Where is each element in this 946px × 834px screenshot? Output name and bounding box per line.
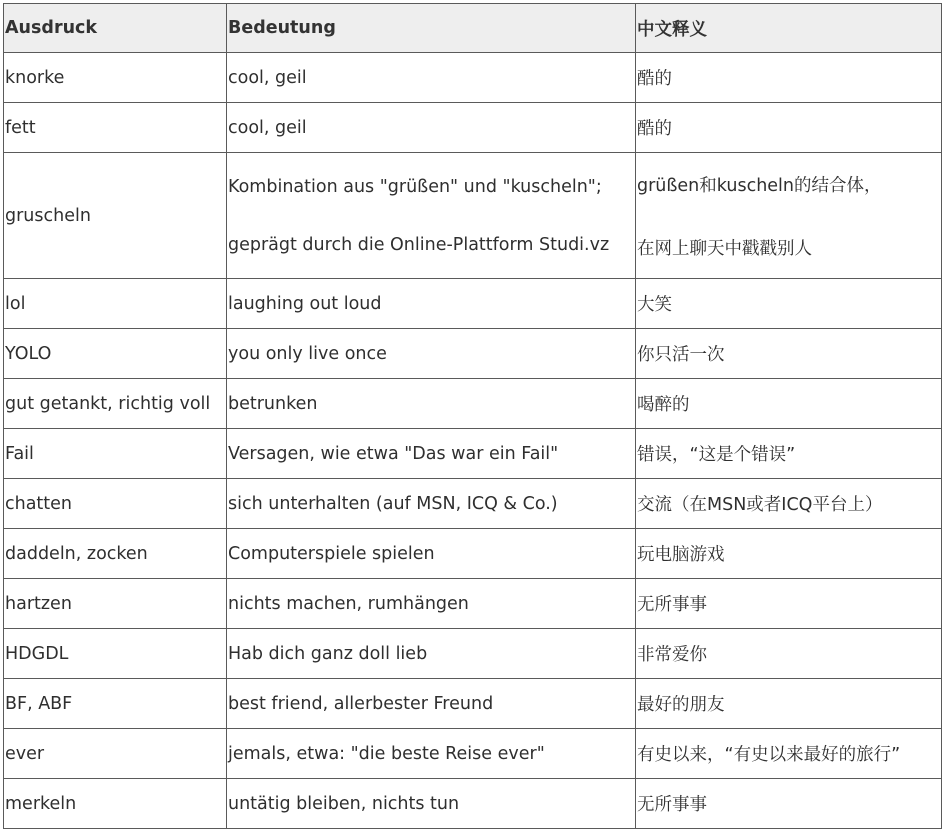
- table-row: [4, 579, 942, 629]
- header-chinese: 中文释义: [636, 4, 942, 53]
- chinese-line: 你只活一次: [637, 345, 725, 365]
- table-row: [4, 479, 942, 529]
- chinese-line: 无所事事: [637, 595, 707, 615]
- chinese-cell: [636, 579, 942, 629]
- chinese-cell: [636, 153, 942, 279]
- term-cell: lol: [4, 279, 227, 329]
- meaning-cell: [227, 729, 636, 779]
- chinese-cell: [636, 779, 942, 829]
- meaning-cell: [227, 629, 636, 679]
- vocabulary-table: [3, 3, 942, 829]
- meaning-cell: [227, 379, 636, 429]
- meaning-line: jemals, etwa: "die beste Reise ever": [228, 743, 545, 764]
- chinese-cell: [636, 479, 942, 529]
- term-cell: daddeln, zocken: [4, 529, 227, 579]
- meaning-line: betrunken: [228, 393, 318, 414]
- chinese-cell: [636, 629, 942, 679]
- meaning-cell: [227, 103, 636, 153]
- meaning-line: laughing out loud: [228, 293, 382, 314]
- table-row: [4, 679, 942, 729]
- term-cell: gruscheln: [4, 153, 227, 279]
- chinese-line: 酷的: [637, 69, 672, 89]
- chinese-line: 错误，“这是个错误”: [637, 445, 796, 465]
- meaning-cell: [227, 479, 636, 529]
- table-row: [4, 629, 942, 679]
- meaning-line: Computerspiele spielen: [228, 543, 435, 564]
- table-row: [4, 429, 942, 479]
- meaning-line: you only live once: [228, 343, 387, 364]
- chinese-cell: [636, 379, 942, 429]
- chinese-cell: [636, 679, 942, 729]
- table-row: [4, 779, 942, 829]
- meaning-line: Kombination aus "grüßen" und "kuscheln";: [228, 176, 602, 197]
- chinese-line: 酷的: [637, 119, 672, 139]
- chinese-cell: [636, 279, 942, 329]
- header-ausdruck: Ausdruck: [4, 4, 227, 53]
- meaning-cell: [227, 153, 636, 279]
- meaning-cell: [227, 779, 636, 829]
- vocabulary-table-container: [3, 3, 942, 829]
- term-cell: ever: [4, 729, 227, 779]
- meaning-cell: [227, 679, 636, 729]
- table-row: [4, 729, 942, 779]
- term-cell: knorke: [4, 53, 227, 103]
- term-cell: chatten: [4, 479, 227, 529]
- chinese-line: 大笑: [637, 295, 672, 315]
- meaning-line: cool, geil: [228, 67, 307, 88]
- chinese-line: 有史以来，“有史以来最好的旅行”: [637, 745, 901, 765]
- term-cell: hartzen: [4, 579, 227, 629]
- chinese-cell: [636, 429, 942, 479]
- meaning-line: best friend, allerbester Freund: [228, 693, 494, 714]
- term-cell: YOLO: [4, 329, 227, 379]
- chinese-line: 交流（在MSN或者ICQ平台上）: [637, 495, 883, 515]
- table-row: [4, 279, 942, 329]
- table-row: [4, 529, 942, 579]
- table-body: [4, 53, 942, 829]
- chinese-cell: [636, 529, 942, 579]
- meaning-cell: [227, 579, 636, 629]
- term-cell: Fail: [4, 429, 227, 479]
- meaning-line: cool, geil: [228, 117, 307, 138]
- meaning-cell: [227, 53, 636, 103]
- term-cell: gut getankt, richtig voll: [4, 379, 227, 429]
- chinese-line: 在网上聊天中戳戳别人: [637, 238, 812, 259]
- table-row: [4, 379, 942, 429]
- term-cell: fett: [4, 103, 227, 153]
- chinese-line: grüßen和kuscheln的结合体，: [637, 175, 882, 196]
- meaning-line: Versagen, wie etwa "Das war ein Fail": [228, 443, 559, 464]
- chinese-cell: [636, 103, 942, 153]
- table-row: [4, 329, 942, 379]
- chinese-line: 玩电脑游戏: [637, 545, 725, 565]
- header-bedeutung: Bedeutung: [227, 4, 636, 53]
- chinese-cell: [636, 329, 942, 379]
- term-cell: merkeln: [4, 779, 227, 829]
- term-cell: BF, ABF: [4, 679, 227, 729]
- meaning-line: sich unterhalten (auf MSN, ICQ & Co.): [228, 493, 558, 514]
- meaning-cell: [227, 279, 636, 329]
- chinese-cell: [636, 729, 942, 779]
- meaning-line: Hab dich ganz doll lieb: [228, 643, 428, 664]
- meaning-line: untätig bleiben, nichts tun: [228, 793, 460, 814]
- chinese-line: 喝醉的: [637, 395, 690, 415]
- meaning-line: geprägt durch die Online-Plattform Studi.vz: [228, 234, 610, 255]
- table-row: [4, 153, 942, 279]
- table-row: [4, 103, 942, 153]
- chinese-line: 无所事事: [637, 795, 707, 815]
- chinese-line: 非常爱你: [637, 645, 707, 665]
- table-row: [4, 53, 942, 103]
- chinese-cell: [636, 53, 942, 103]
- table-header-row: [4, 4, 942, 53]
- meaning-line: nichts machen, rumhängen: [228, 593, 469, 614]
- term-cell: HDGDL: [4, 629, 227, 679]
- meaning-cell: [227, 329, 636, 379]
- chinese-line: 最好的朋友: [637, 695, 725, 715]
- meaning-cell: [227, 529, 636, 579]
- meaning-cell: [227, 429, 636, 479]
